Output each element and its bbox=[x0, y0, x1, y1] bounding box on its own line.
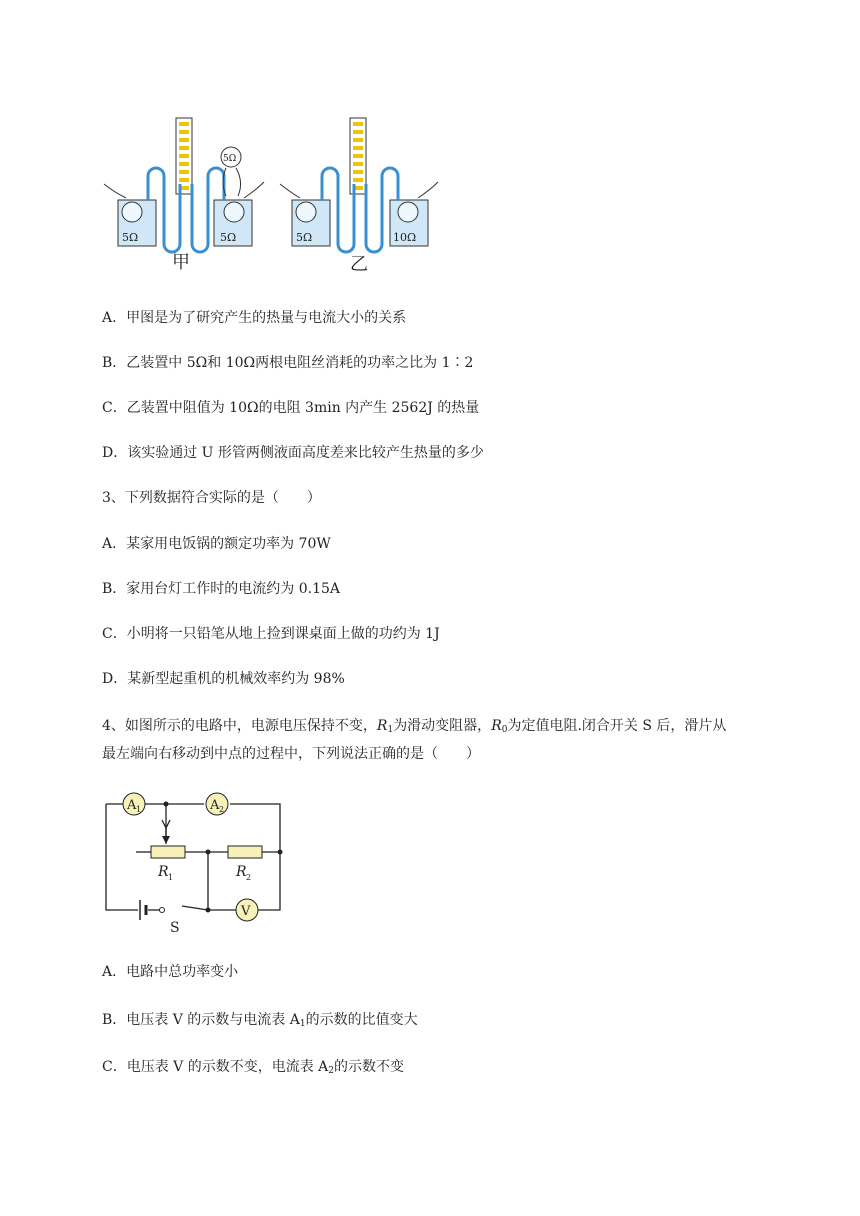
q4-r0-subscript: 0 bbox=[501, 725, 508, 735]
q4-option-b bbox=[102, 1010, 418, 1034]
q4-option-c-subscript: 2 bbox=[328, 1066, 335, 1076]
q4-stem-c: 为定值电阻.闭合开关 S 后，滑片从 bbox=[507, 718, 727, 734]
q3-option-c: C．小明将一只铅笔从地上捡到课桌面上做的功约为 1J bbox=[102, 626, 440, 642]
external-resistor-label: 5Ω bbox=[223, 154, 237, 164]
q4-option-c bbox=[102, 1057, 404, 1081]
resistor-label-yi-left: 5Ω bbox=[296, 231, 313, 244]
ammeter-a2-subscript: 2 bbox=[219, 805, 225, 814]
q3-stem: 3、下列数据符合实际的是（ ） bbox=[102, 490, 321, 506]
joule-heating-apparatus-figure bbox=[96, 112, 456, 282]
ammeter-a1-subscript: 1 bbox=[136, 805, 142, 814]
q4-option-a: A．电路中总功率变小 bbox=[102, 964, 239, 980]
setup-yi bbox=[280, 118, 438, 275]
figure-label-yi: 乙 bbox=[350, 254, 368, 275]
voltmeter-label: V bbox=[241, 904, 251, 919]
q3-option-a: A．某家用电饭锅的额定功率为 70W bbox=[102, 536, 331, 552]
ammeter-a2-label: A bbox=[210, 798, 220, 813]
q2-option-a: A．甲图是为了研究产生的热量与电流大小的关系 bbox=[102, 310, 407, 326]
q4-option-b-text-b: 的示数的比值变大 bbox=[305, 1012, 418, 1028]
circuit-diagram bbox=[96, 784, 296, 940]
q4-stem-line1 bbox=[102, 716, 726, 740]
q4-option-c-text-a: C．电压表 V 的示数不变，电流表 A bbox=[102, 1059, 329, 1075]
resistor-label-jia-right: 5Ω bbox=[220, 231, 237, 244]
q4-option-c-text-b: 的示数不变 bbox=[334, 1059, 405, 1075]
q4-r0-symbol: R bbox=[491, 718, 502, 734]
q4-r1-subscript: 1 bbox=[387, 725, 394, 735]
q4-stem-a: 4、如图所示的电路中，电源电压保持不变， bbox=[102, 718, 377, 734]
r2-subscript: 2 bbox=[246, 873, 252, 882]
q4-option-b-subscript: 1 bbox=[299, 1019, 306, 1029]
q2-option-c: C．乙装置中阻值为 10Ω的电阻 3min 内产生 2562J 的热量 bbox=[102, 400, 480, 416]
q2-option-d: D．该实验通过 U 形管两侧液面高度差来比较产生热量的多少 bbox=[102, 445, 484, 461]
ammeter-a1-label: A bbox=[127, 798, 137, 813]
resistor-label-jia-left: 5Ω bbox=[122, 231, 139, 244]
figure-label-jia: 甲 bbox=[172, 252, 190, 273]
q3-option-d: D．某新型起重机的机械效率约为 98% bbox=[102, 671, 345, 687]
q4-stem-b: 为滑动变阻器， bbox=[393, 718, 492, 734]
q4-stem-line2: 最左端向右移动到中点的过程中，下列说法正确的是（ ） bbox=[102, 746, 480, 762]
r1-subscript: 1 bbox=[168, 873, 174, 882]
q4-r1-symbol: R bbox=[376, 718, 388, 734]
switch-label: S bbox=[170, 920, 180, 936]
setup-jia bbox=[104, 118, 264, 273]
q3-option-b: B．家用台灯工作时的电流约为 0.15A bbox=[102, 581, 341, 597]
q4-option-b-text-a: B．电压表 V 的示数与电流表 A bbox=[102, 1012, 300, 1028]
r2-label: R bbox=[236, 864, 247, 880]
q2-option-b: B．乙装置中 5Ω和 10Ω两根电阻丝消耗的功率之比为 1∶2 bbox=[102, 355, 474, 371]
r1-label: R bbox=[158, 864, 169, 880]
resistor-label-yi-right: 10Ω bbox=[393, 231, 417, 244]
